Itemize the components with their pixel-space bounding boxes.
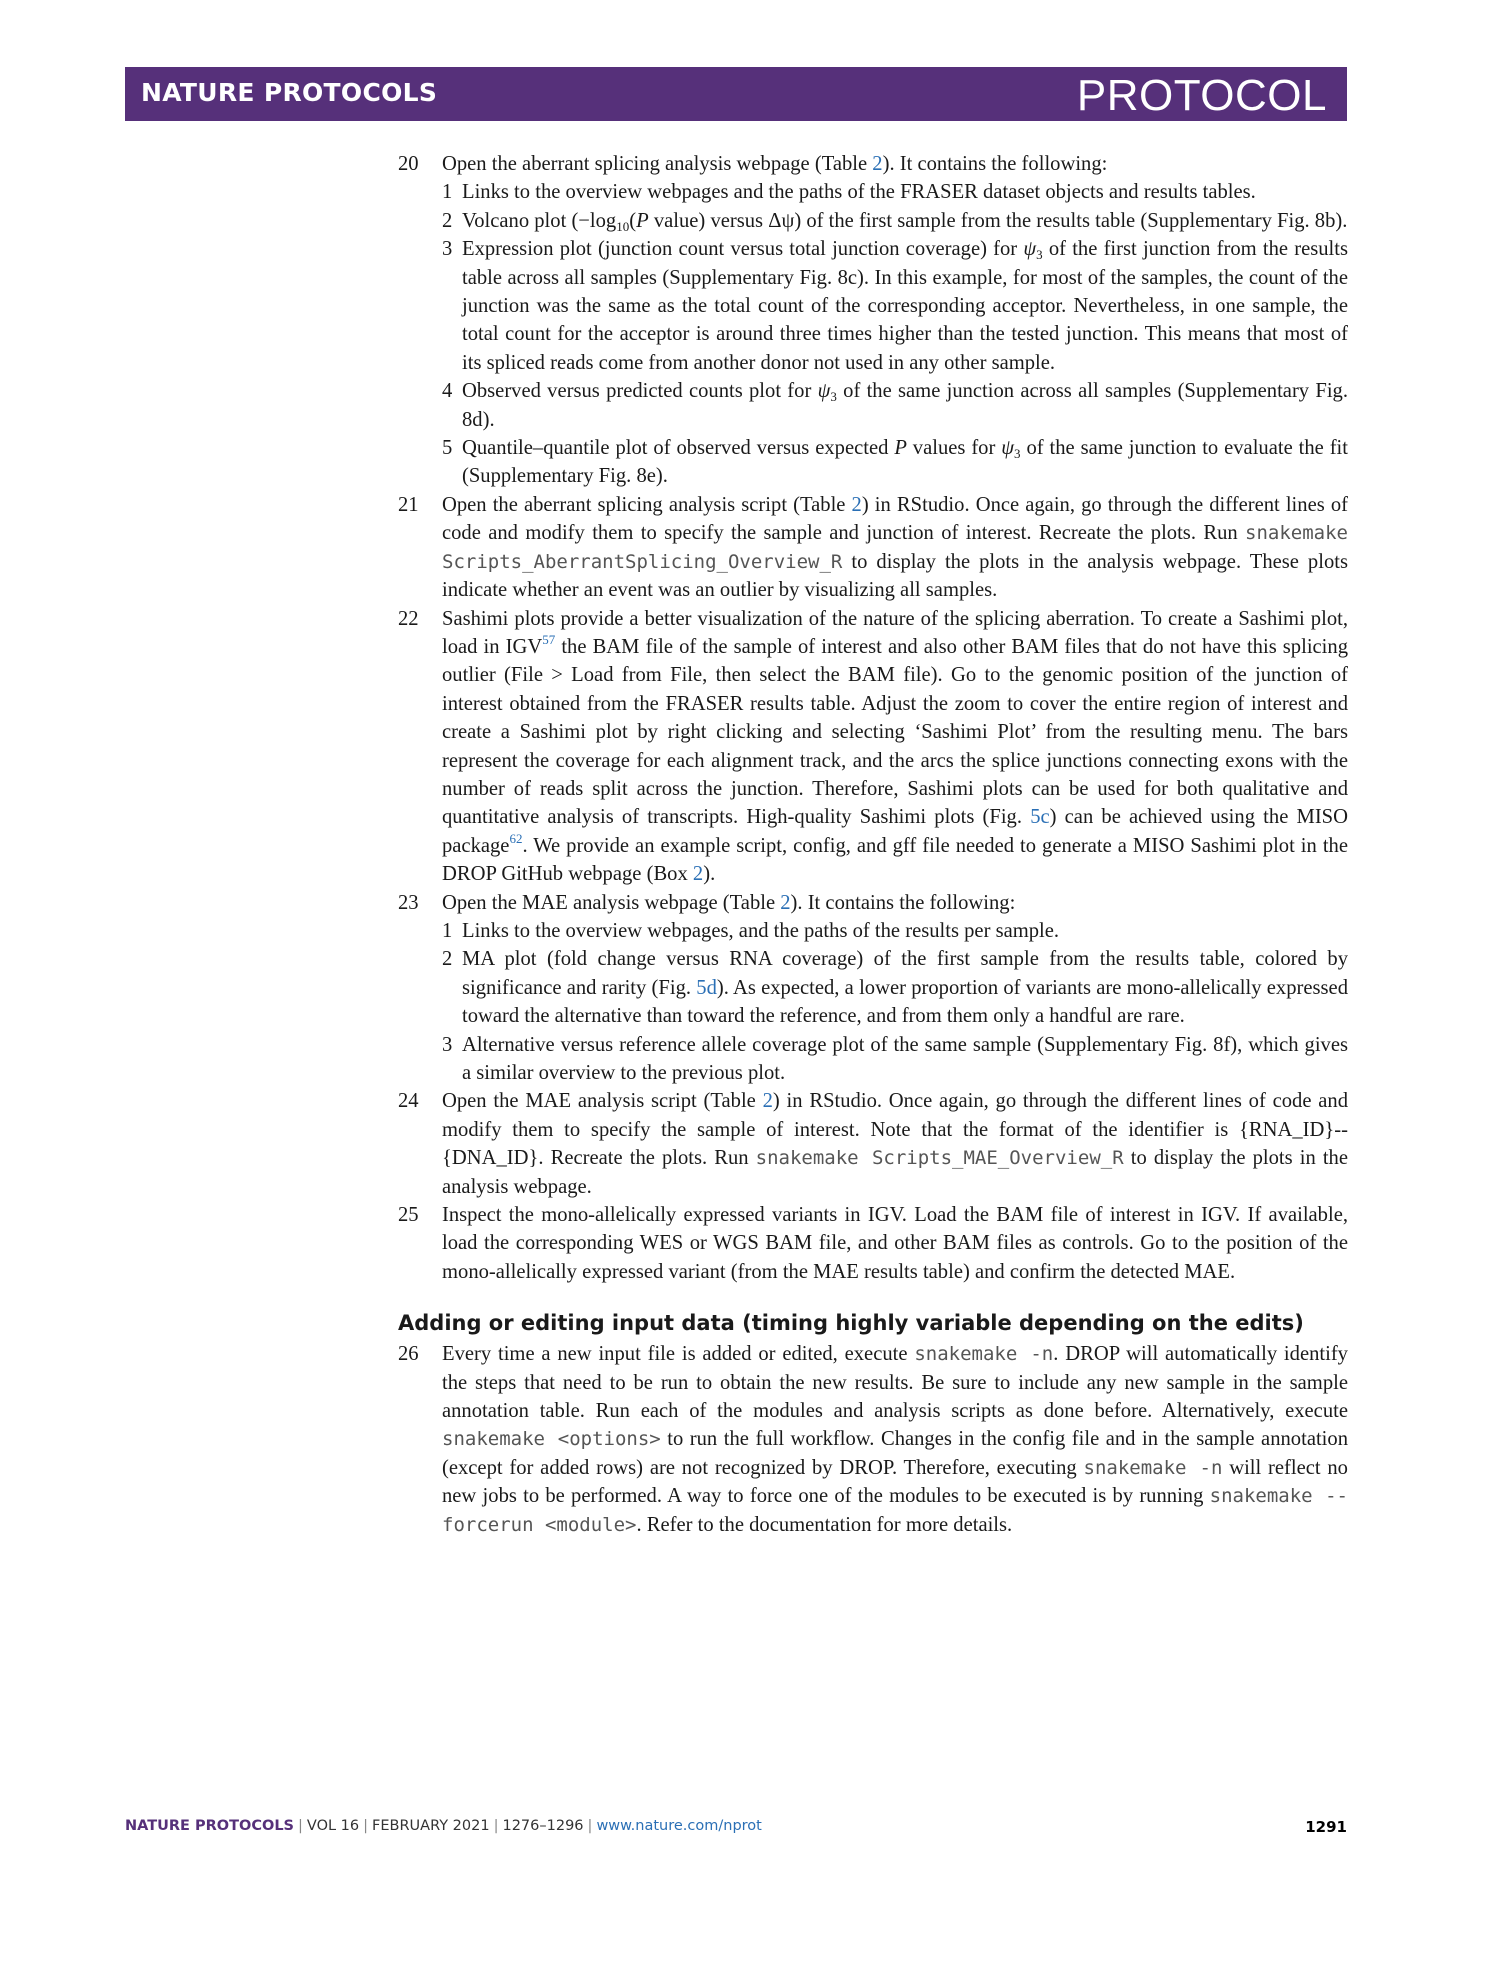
- code-command: snakemake --forcerun <module>: [442, 1485, 1348, 1536]
- item-number: 1: [442, 919, 453, 942]
- step-number: 24: [398, 1090, 419, 1113]
- code-command: snakemake -n: [1083, 1456, 1223, 1479]
- step-text: Inspect the mono-allelically expressed variants in IGV. Load the BAM file of interest in IGV. If available, load the corresponding WES or WGS BAM file, and other BAM files as controls. Go to the position of the mono-allelically expressed variant (from the MAE results table) and confirm the detected MAE.: [442, 1204, 1348, 1283]
- item-number: 1: [442, 181, 453, 204]
- item-number: 3: [442, 238, 453, 261]
- step-23-item-3: [398, 1031, 1348, 1088]
- table-ref-link[interactable]: 2: [851, 493, 862, 516]
- item-number: 2: [442, 209, 453, 232]
- table-ref-link[interactable]: 2: [780, 891, 791, 914]
- step-22: [398, 605, 1348, 889]
- citation-link[interactable]: 62: [509, 830, 523, 846]
- protocol-body: [398, 150, 1348, 1539]
- item-text: Volcano plot ($-\log_{10}(P$ value) versus Δψ) of the first sample from the results table (Supplementary Fig. 8b).: [462, 209, 1348, 234]
- code-command: snakemake Scripts_AberrantSplicing_Overview_R: [442, 522, 1348, 573]
- step-20-item-2: [398, 207, 1348, 235]
- step-number: 25: [398, 1204, 419, 1227]
- step-23-item-1: [398, 917, 1348, 945]
- table-ref-link[interactable]: 2: [872, 153, 883, 175]
- step-text: Sashimi plots provide a better visualization of the nature of the splicing aberration. To create a Sashimi plot, load in IGV$^{57}$ the BAM file of the sample of interest and also other BAM files that do not have this splicing outlier (File > Load from File, then select the BAM file). Go to the genomic position of the junction of interest obtained from the FRASER results table. Adjust the zoom to cover the entire region of interest and create a Sashimi plot by right clicking and selecting ‘Sashimi Plot’ from the resulting menu. The bars represent the coverage for each alignment track, and the arcs the splice junctions connecting exons with the number of reads split across the junction. Therefore, Sashimi plots can be used for both qualitative and quantitative analysis of transcripts. High-quality Sashimi plots (Fig. 5c) can be achieved using the MISO package$^{62}$. We provide an example script, config, and gff file needed to generate a MISO Sashimi plot in the DROP GitHub webpage (Box 2).: [442, 607, 1349, 886]
- box-ref-link[interactable]: 2: [692, 863, 704, 886]
- item-text: Quantile–quantile plot of observed versus expected P values for $\psi_3$ of the same junction to evaluate the fit (Supplementary Fig. 8e).: [462, 437, 1348, 488]
- journal-banner: [125, 67, 1347, 121]
- code-command: snakemake Scripts_MAE_Overview_R: [755, 1147, 1124, 1170]
- table-ref-link[interactable]: 2: [762, 1090, 773, 1113]
- item-number: 2: [442, 948, 453, 971]
- journal-name: NATURE PROTOCOLS: [141, 78, 438, 107]
- step-20-item-1: [398, 178, 1348, 206]
- step-20: [398, 150, 1348, 178]
- item-text: Links to the overview webpages, and the paths of the results per sample.: [462, 919, 1060, 942]
- item-number: 3: [442, 1033, 453, 1056]
- citation-link[interactable]: 57: [542, 631, 556, 647]
- item-number: 5: [442, 437, 453, 460]
- code-command: snakemake -n: [914, 1343, 1054, 1366]
- item-text: Links to the overview webpages and the paths of the FRASER dataset objects and results tables.: [462, 181, 1256, 204]
- step-25: [398, 1201, 1348, 1286]
- footer-volume: VOL 16: [306, 1818, 360, 1834]
- step-text: Open the MAE analysis script (Table 2) in RStudio. Once again, go through the different lines of code and modify them to specify the sample of interest. Note that the format of the identifier is {RNA_ID}--{DNA_ID}. Recreate the plots. Run snakemake Scripts_MAE_Overview_R to display the plots in the analysis webpage.: [442, 1090, 1348, 1198]
- step-21: [398, 491, 1348, 605]
- item-text: Observed versus predicted counts plot for $\psi_3$ of the same junction across all samples (Supplementary Fig. 8d).: [462, 380, 1348, 431]
- page-number: 1291: [1305, 1818, 1347, 1836]
- step-20-item-4: [398, 377, 1348, 434]
- step-number: 23: [398, 891, 419, 914]
- item-number: 4: [442, 380, 453, 403]
- item-text: Alternative versus reference allele coverage plot of the same sample (Supplementary Fig. 8f), which gives a similar overview to the previous plot.: [462, 1033, 1348, 1084]
- step-26: [398, 1340, 1348, 1539]
- article-type: PROTOCOL: [1076, 71, 1327, 120]
- step-text: Every time a new input file is added or edited, execute snakemake -n. DROP will automatically identify the steps that need to be run to obtain the new results. Be sure to include any new sample in the sample annotation table. Run each of the modules and analysis scripts as done before. Alternatively, execute snakemake <options> to run the full workflow. Changes in the config file and in the sample annotation (except for added rows) are not recognized by DROP. Therefore, executing snakemake -n will reflect no new jobs to be performed. A way to force one of the modules to be executed is by running snakemake --forcerun <module>. Refer to the documentation for more details.: [442, 1343, 1348, 1536]
- step-text: Open the aberrant splicing analysis script (Table 2) in RStudio. Once again, go through the different lines of code and modify them to specify the sample and junction of interest. Recreate the plots. Run snakemake Scripts_AberrantSplicing_Overview_R to display the plots in the analysis webpage. These plots indicate whether an event was an outlier by visualizing all samples.: [442, 493, 1348, 602]
- footer-issue: FEBRUARY 2021: [372, 1818, 490, 1834]
- step-number: 20: [398, 153, 419, 175]
- step-number: 22: [398, 607, 419, 630]
- figure-ref-link[interactable]: 5d: [696, 976, 717, 999]
- footer-journal: NATURE PROTOCOLS: [125, 1818, 295, 1834]
- step-23-item-2: [398, 945, 1348, 1030]
- step-23: [398, 889, 1348, 917]
- footer-pages: 1276–1296: [502, 1818, 584, 1834]
- step-20-item-3: [398, 235, 1348, 377]
- step-24: [398, 1087, 1348, 1201]
- item-text: MA plot (fold change versus RNA coverage) of the first sample from the results table, colored by significance and rarity (Fig. 5d). As expected, a lower proportion of variants are mono-allelically expressed toward the alternative than toward the reference, and from them only a handful are rare.: [462, 948, 1348, 1028]
- code-command: snakemake <options>: [442, 1428, 661, 1451]
- step-text: Open the MAE analysis webpage (Table 2). It contains the following:: [442, 891, 1016, 914]
- footer-url-link[interactable]: www.nature.com/nprot: [596, 1818, 762, 1834]
- step-20-item-5: [398, 434, 1348, 491]
- item-text: Expression plot (junction count versus total junction coverage) for $\psi_3$ of the first junction from the results table across all samples (Supplementary Fig. 8c). In this example, for most of the samples, the count of the junction was the same as the total count of the corresponding acceptor. Nevertheless, in one sample, the total count for the acceptor is around three times higher than the tested junction. This means that most of its spliced reads come from another donor not used in any other sample.: [462, 238, 1348, 374]
- figure-ref-link[interactable]: 5c: [1030, 806, 1050, 829]
- step-text: Open the aberrant splicing analysis webpage (Table 2). It contains the following:: [442, 153, 1108, 175]
- section-heading: Adding or editing input data (timing highly variable depending on the edits): [398, 1311, 1304, 1336]
- page-footer: NATURE PROTOCOLS | VOL 16 | FEBRUARY 2021 | 1276–1296 | www.nature.com/nprot 1291: [125, 1818, 1347, 1836]
- step-number: 21: [398, 493, 419, 516]
- step-number: 26: [398, 1343, 419, 1366]
